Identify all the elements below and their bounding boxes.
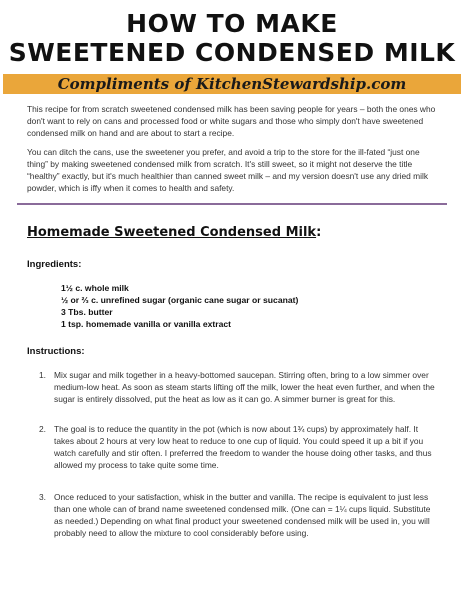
- instruction-step: [27, 423, 439, 471]
- ingredient-item: ½ or ⅔ c. unrefined sugar (organic cane sugar or sucanat): [61, 295, 299, 305]
- step-text: Once reduced to your satisfaction, whisk in the butter and vanilla. The recipe is equivalent to just less than one whole can of brand name sweetened condensed milk. (One can = 1¼ cups liquid. Substitute as needed.) Depending on what final product your sweetened condensed milk will be used in, you will probably need to allow the mixture to cool considerably before using.: [54, 492, 431, 538]
- instructions-heading: Instructions:: [27, 346, 85, 357]
- ingredient-item: 3 Tbs. butter: [61, 307, 113, 317]
- step-number: 1.: [39, 370, 46, 380]
- intro-paragraph-1: This recipe for from scratch sweetened condensed milk has been saving people for years – both the ones who don't want to rely on cans and processed food or white sugars and those who simply don't have sweetened condensed milk on hand and are about to start a recipe.: [27, 104, 436, 138]
- recipe-title-colon: :: [316, 225, 322, 240]
- credit-banner: [3, 74, 461, 94]
- page-title-line1: HOW TO MAKE: [126, 9, 338, 38]
- instruction-step: [27, 369, 439, 405]
- intro-paragraph-2: You can ditch the cans, use the sweetener you prefer, and avoid a trip to the store for the ill-fated “just one thing” by making sweetened condensed milk from scratch. It's still sweet, so it might not deserve the title “healthy” exactly, but it's much healthier than canned sweet milk – and my version doesn't use any dried milk powder, which is iffy when it comes to health and safety.: [27, 147, 429, 193]
- page-title-line2: SWEETENED CONDENSED MILK: [8, 38, 456, 67]
- ingredient-item: 1½ c. whole milk: [61, 283, 129, 293]
- instruction-step: [27, 491, 439, 539]
- ingredient-item: 1 tsp. homemade vanilla or vanilla extract: [61, 319, 232, 329]
- step-text: Mix sugar and milk together in a heavy-bottomed saucepan. Stirring often, bring to a low simmer over medium-low heat. As soon as steam starts lifting off the milk, lower the heat even further, and when the sugar is entirely dissolved, put the heat as low as it can go. A simmer burner is great for this.: [54, 370, 435, 404]
- recipe-title-text: Homemade Sweetened Condensed Milk: [27, 225, 317, 240]
- recipe-title: [27, 225, 321, 240]
- step-number: 3.: [39, 492, 46, 502]
- step-text: The goal is to reduce the quantity in the pot (which is now about 1¾ cups) by approximately half. It takes about 2 hours at very low heat to reduce to one cup of liquid. You could speed it up a bit if you watch carefully and stir often. I preferred the freedom to wander the house doing other tasks, and thus allowed my process to take quite some time.: [54, 424, 432, 470]
- step-number: 2.: [39, 424, 46, 434]
- section-divider: [17, 203, 447, 205]
- credit-banner-text: Compliments of KitchenStewardship.com: [57, 75, 407, 93]
- ingredients-list: [61, 282, 298, 330]
- ingredients-heading: Ingredients:: [27, 259, 82, 270]
